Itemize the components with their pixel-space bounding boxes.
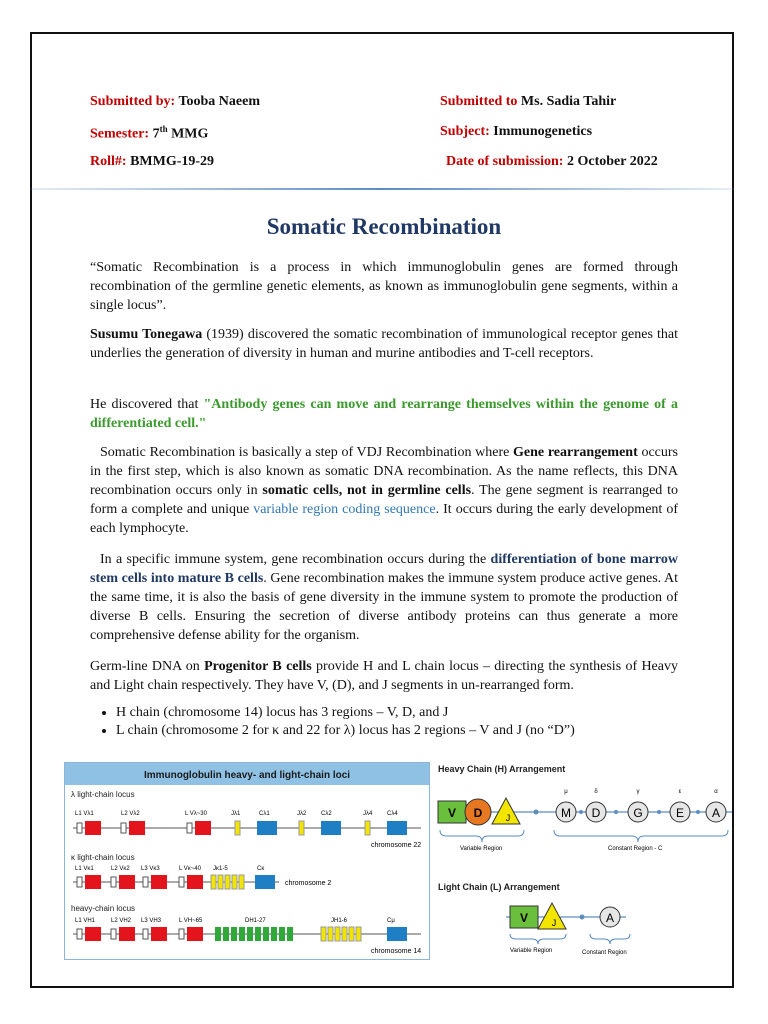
heavy-locus-label: heavy-chain locus xyxy=(71,904,136,913)
kappa-seg-label: L Vκ~40 xyxy=(179,866,201,872)
vdj-text-3: . The gene segment is rearranged to form a complete and unique xyxy=(90,483,678,517)
heavy-j-segment xyxy=(356,927,361,941)
kappa-j-segment xyxy=(232,875,237,889)
heavy-d-segment xyxy=(279,927,285,941)
lambda-v-segment xyxy=(85,821,101,835)
heavy-d-segment xyxy=(255,927,261,941)
submitted-to-value: Ms. Sadia Tahir xyxy=(520,94,617,109)
constant-e-letter: E xyxy=(675,806,685,820)
submitted-by-label: Submitted by: xyxy=(90,94,176,109)
light-variable-brace xyxy=(510,934,566,944)
heavy-joint-dot xyxy=(534,810,539,815)
heavy-d-segment xyxy=(239,927,245,941)
heavy-d-segment xyxy=(287,927,293,941)
constant-region-label: Constant Region - C xyxy=(608,846,663,852)
lambda-seg-label: Jλ1 xyxy=(231,811,241,817)
heavy-v-letter: V xyxy=(447,806,457,820)
heavy-j-letter: J xyxy=(505,813,511,823)
submitted-to xyxy=(440,94,616,110)
lambda-leader xyxy=(77,823,82,833)
heavy-j-segment xyxy=(342,927,347,941)
lambda-leader xyxy=(187,823,192,833)
chromosome-22-label: chromosome 22 xyxy=(371,842,422,849)
kappa-j-segment xyxy=(211,875,216,889)
subject-value: Immunogenetics xyxy=(493,124,593,139)
date-label: Date of submission: xyxy=(446,154,564,169)
lambda-c-segment xyxy=(321,821,341,835)
kappa-v-segment xyxy=(151,875,167,889)
bullet-light-chain: • L chain (chromosome 2 for κ and 22 for λ) locus has 2 regions – V and J (no “D”) xyxy=(116,722,716,740)
heavy-d-segment xyxy=(215,927,221,941)
lambda-j-segment xyxy=(365,821,370,835)
heavy-leader xyxy=(179,929,184,939)
variable-region-label: Variable Region xyxy=(460,846,503,852)
greek-delta: δ xyxy=(594,789,598,795)
discovery-quote: "Antibody genes can move and rearrange themselves within the genome of a differentiated cell." xyxy=(90,397,678,431)
heavy-d-segment xyxy=(263,927,269,941)
heavy-j-segment xyxy=(321,927,326,941)
light-constant-letter: A xyxy=(605,911,615,925)
submitted-to-label: Submitted to xyxy=(440,94,518,109)
constant-link-dot xyxy=(657,810,661,814)
lambda-leader xyxy=(121,823,126,833)
heavy-leader xyxy=(77,929,82,939)
heavy-d-letter: D xyxy=(473,806,483,820)
greek-gamma: γ xyxy=(636,789,640,795)
kappa-j-segment xyxy=(225,875,230,889)
kappa-v-segment xyxy=(85,875,101,889)
tonegawa-paragraph xyxy=(90,325,678,363)
discovery-lead: He discovered that xyxy=(90,397,204,412)
kappa-locus-label: κ light-chain locus xyxy=(71,853,135,862)
lambda-seg-label: Cλ1 xyxy=(259,811,270,817)
lambda-seg-label: Jλ4 xyxy=(363,811,373,817)
greek-alpha: α xyxy=(714,789,718,795)
page-title: Somatic Recombination xyxy=(266,214,502,239)
heavy-leader xyxy=(111,929,116,939)
kappa-j-segment xyxy=(239,875,244,889)
heavy-seg-label: Cμ xyxy=(387,918,395,924)
lambda-j-segment xyxy=(235,821,240,835)
lambda-seg-label: L2 Vλ2 xyxy=(121,811,140,817)
vdj-highlight: variable region coding sequence xyxy=(253,502,436,517)
kappa-v-segment xyxy=(187,875,203,889)
kappa-v-segment xyxy=(119,875,135,889)
greek-mu: μ xyxy=(564,789,568,795)
constant-link-dot xyxy=(614,810,618,814)
heavy-c-segment xyxy=(387,927,407,941)
submission-date xyxy=(446,154,658,170)
constant-link-dot xyxy=(696,810,700,814)
constant-a-letter: A xyxy=(711,806,721,820)
greek-epsilon: ε xyxy=(678,789,682,795)
kappa-leader xyxy=(143,877,148,887)
vdj-text-2: occurs in the first step, which is also known as somatic DNA recombination. As the name reflects, this DNA recombination occurs only in xyxy=(90,445,678,498)
lambda-seg-label: Cλ2 xyxy=(321,811,332,817)
germline-paragraph xyxy=(90,657,678,695)
bullet-heavy-chain: • H chain (chromosome 14) locus has 3 regions – V, D, and J xyxy=(116,704,716,722)
arrangement-diagram xyxy=(430,760,735,960)
heavy-j-segment xyxy=(349,927,354,941)
constant-region-brace xyxy=(554,830,728,842)
light-constant-brace xyxy=(590,934,630,944)
discovery-paragraph xyxy=(90,395,678,433)
lambda-v-segment xyxy=(195,821,211,835)
heavy-seg-label: L1 VH1 xyxy=(75,918,96,924)
arrangement-figure xyxy=(430,760,735,960)
chromosome-14-label: chromosome 14 xyxy=(371,948,422,955)
lambda-seg-label: Jλ2 xyxy=(297,811,307,817)
light-v-letter: V xyxy=(519,911,529,925)
diff-highlight: differentiation of bone marrow stem cells into mature B cells xyxy=(90,552,678,586)
heavy-v-segment xyxy=(151,927,167,941)
heavy-seg-label: L VH~65 xyxy=(179,918,203,924)
diff-text-1: In a specific immune system, gene recombination occurs during the xyxy=(100,552,491,567)
submitted-by-value: Tooba Naeem xyxy=(178,94,260,109)
heavy-j-segment xyxy=(335,927,340,941)
subject-label: Subject: xyxy=(440,124,490,139)
semester xyxy=(90,124,208,143)
kappa-seg-label: Cκ xyxy=(257,866,265,872)
heavy-j-segment xyxy=(328,927,333,941)
roll-value: BMMG-19-29 xyxy=(130,154,215,169)
constant-link-dot xyxy=(579,810,583,814)
chromosome-2-label: chromosome 2 xyxy=(285,880,332,887)
light-arrangement-title: Light Chain (L) Arrangement xyxy=(438,882,560,892)
roll-label: Roll#: xyxy=(90,154,127,169)
lambda-seg-label: L Vλ~30 xyxy=(185,811,207,817)
submitted-by xyxy=(90,94,260,110)
heavy-leader xyxy=(143,929,148,939)
light-j-letter: J xyxy=(551,918,557,928)
lambda-seg-label: Cλ4 xyxy=(387,811,398,817)
light-joint-dot xyxy=(580,915,585,920)
header-divider xyxy=(30,188,734,190)
heavy-seg-label: JH1-6 xyxy=(331,918,348,924)
lambda-v-segment xyxy=(129,821,145,835)
heavy-seg-label: L2 VH2 xyxy=(111,918,132,924)
loci-diagram xyxy=(65,763,429,959)
heavy-seg-label: DH1-27 xyxy=(245,918,266,924)
kappa-leader xyxy=(179,877,184,887)
kappa-leader xyxy=(111,877,116,887)
roll-number xyxy=(90,154,214,170)
date-value: 2 October 2022 xyxy=(566,154,658,169)
germline-bold: Progenitor B cells xyxy=(204,659,312,674)
semester-suffix: MMG xyxy=(171,126,209,142)
heavy-v-segment xyxy=(119,927,135,941)
kappa-seg-label: L3 Vκ3 xyxy=(141,866,160,872)
light-variable-label: Variable Region xyxy=(510,948,553,954)
heavy-d-segment xyxy=(247,927,253,941)
heavy-arrangement-title: Heavy Chain (H) Arrangement xyxy=(438,764,566,774)
vdj-text-1: Somatic Recombination is basically a step of VDJ Recombination where xyxy=(100,445,514,460)
constant-m-letter: M xyxy=(561,806,571,820)
loci-figure xyxy=(64,762,430,960)
heavy-v-segment xyxy=(85,927,101,941)
loci-title: Immunoglobulin heavy- and light-chain loci xyxy=(143,770,351,781)
vdj-text-4: . It occurs during the early development of each lymphocyte. xyxy=(90,502,678,536)
heavy-seg-label: L3 VH3 xyxy=(141,918,162,924)
lambda-locus-label: λ light-chain locus xyxy=(71,790,135,799)
vdj-paragraph xyxy=(90,443,678,538)
heavy-v-segment xyxy=(187,927,203,941)
definition-paragraph: “Somatic Recombination is a process in which immunoglobulin genes are formed through recombination of the germline genetic elements, as known as immunoglobulin gene segments, within a single locus”. xyxy=(90,260,678,313)
constant-g-letter: G xyxy=(633,806,643,820)
light-constant-label: Constant Region xyxy=(582,950,627,956)
semester-label: Semester: xyxy=(90,126,150,142)
heavy-d-segment xyxy=(223,927,229,941)
chain-bullet-list xyxy=(90,704,716,740)
semester-value: 7 xyxy=(152,126,160,142)
kappa-seg-label: L1 Vκ1 xyxy=(75,866,94,872)
diff-text-2: . Gene recombination makes the immune system produce active genes. At the same time, it is also the basis of gene diversity in the immune system to promote the production of diverse B cells. Ensuring the secretion of diverse antibody proteins can thus generate a more comprehensive defense ability for the organism. xyxy=(90,571,679,643)
heavy-d-segment xyxy=(231,927,237,941)
kappa-c-segment xyxy=(255,875,275,889)
lambda-seg-label: L1 Vλ1 xyxy=(75,811,94,817)
kappa-seg-label: L2 Vκ2 xyxy=(111,866,130,872)
differentiation-paragraph xyxy=(90,550,678,645)
tonegawa-text: (1939) discovered the somatic recombination of immunological receptor genes that underlies the generation of diversity in human and murine antibodies and T-cell receptors. xyxy=(90,327,678,361)
kappa-seg-label: Jκ1-5 xyxy=(213,866,228,872)
vdj-bold-2: somatic cells, not in germline cells xyxy=(262,483,472,498)
subject xyxy=(440,124,592,140)
kappa-j-segment xyxy=(218,875,223,889)
lambda-c-segment xyxy=(387,821,407,835)
lambda-j-segment xyxy=(299,821,304,835)
tonegawa-name: Susumu Tonegawa xyxy=(90,327,203,342)
germline-text-1: Germ-line DNA on xyxy=(90,659,205,674)
variable-region-brace xyxy=(440,830,524,842)
kappa-leader xyxy=(77,877,82,887)
constant-d-letter: D xyxy=(591,806,601,820)
semester-sup: th xyxy=(159,124,168,134)
germline-text-2: provide H and L chain locus – directing the synthesis of Heavy and Light chain respectively. They have V, (D), and J segments in un-rearranged form. xyxy=(90,659,678,693)
lambda-c-segment xyxy=(257,821,277,835)
heavy-d-segment xyxy=(271,927,277,941)
vdj-bold-1: Gene rearrangement xyxy=(513,445,638,460)
